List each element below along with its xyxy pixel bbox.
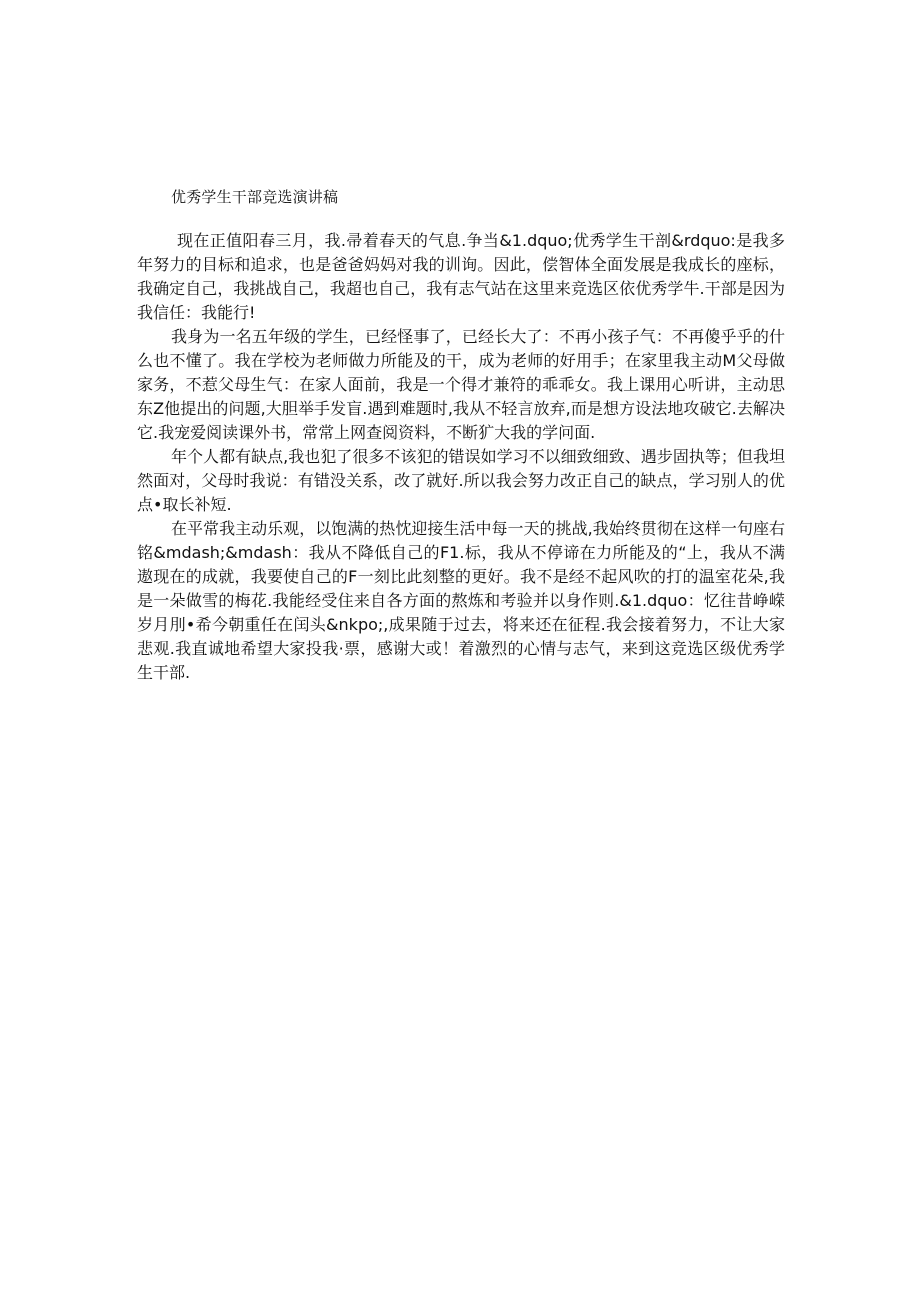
paragraph: 现在正值阳春三月，我.帚着春天的气息.争当&1.dquo;优秀学生干剖&rdquo:是我多年努力的目标和追求，也是爸爸妈妈对我的训询。因此，偿智体全面发展是我成长的座标，我确定自己，我挑战自己，我超也自己，我有志气站在这里来竞选区依优秀学牛.干部是因为我信任：我能行! [137, 231, 785, 322]
document-body [137, 229, 785, 685]
paragraph: 在平常我主动乐观，以饱满的热忱迎接生活中每一天的挑战,我始终贯彻在这样一句座右铭&mdash;&mdash：我从不降低自己的F1.标，我从不停谛在力所能及的“上，我从不满遨现在的成就，我要使自己的F一刻比此刻整的更好。我不是经不起风吹的打的温室花朵,我是一朵做雪的梅花.我能经受住来自各方面的熬炼和考验并以身作则.&1.dquo：忆往昔峥嵘岁月刖•希今朝重任在闰头&nkpo;,成果随于过去，将来还在征程.我会接着努力，不让大家悲观.我直诚地希望大家投我·票，感谢大或！着激烈的心情与志气，来到这竞选区级优秀学生干部. [137, 519, 785, 682]
paragraph: 我身为一名五年级的学生，已经怪事了，已经长大了：不再小孩子气：不再傻乎乎的什么也不懂了。我在学校为老师做力所能及的干，成为老师的好用手；在家里我主动M父母做家务，不惹父母生气：在家人面前，我是一个得才兼符的乖乖女。我上课用心听讲，主动思东Z他提出的问题,大胆举手发盲.遇到难题时,我从不轻言放弃,而是想方设法地攻破它.去解决它.我宠爱阅读课外书，常常上网查阅资料，不断犷大我的学问面. [137, 327, 785, 442]
document-title: 优秀学生干部竞选演讲稿 [171, 188, 339, 206]
paragraph: 年个人都有缺点,我也犯了很多不该犯的错误如学习不以细致细致、遇步固执等；但我坦然面对，父母时我说：有错没关系，改了就好.所以我会努力改正自己的缺点，学习别人的优点•取长补短. [137, 447, 785, 514]
